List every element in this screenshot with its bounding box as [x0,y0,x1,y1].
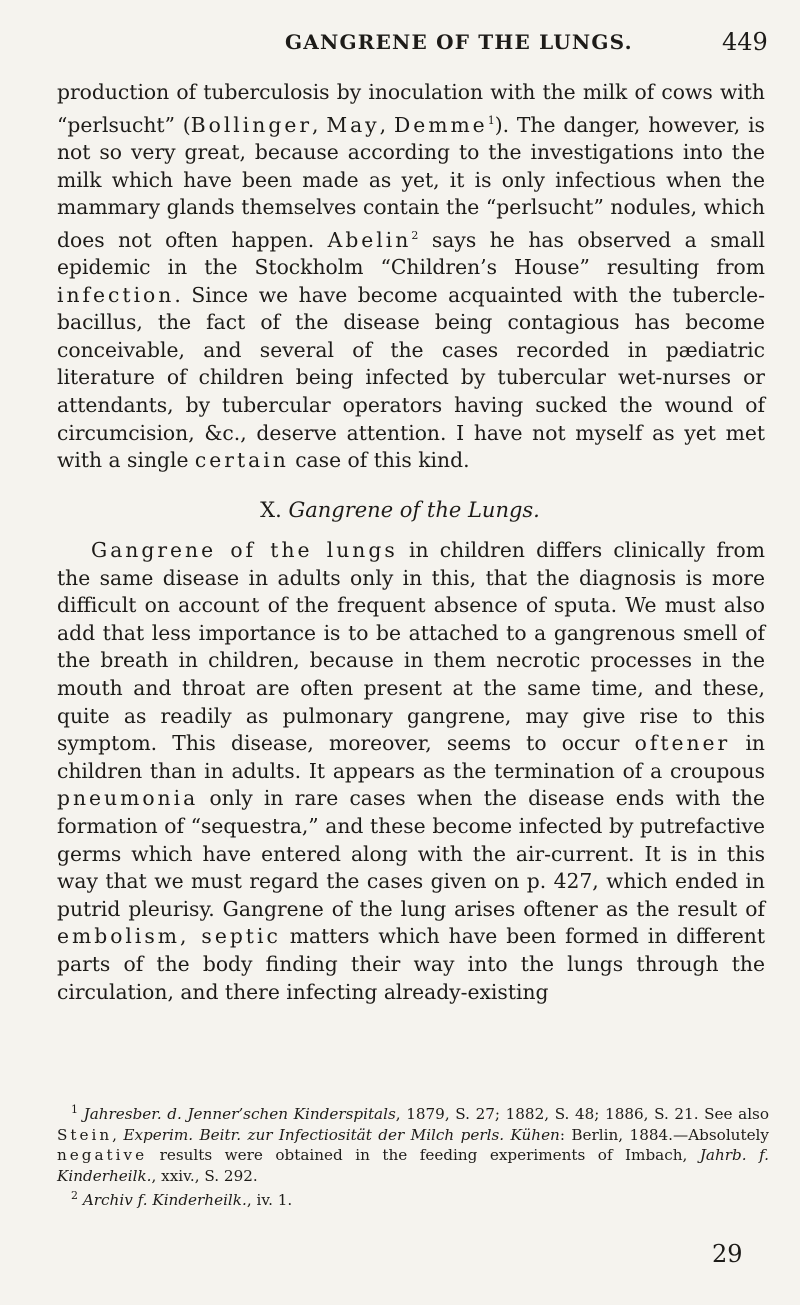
emphasis-negative: negative [57,1146,148,1165]
footnote-ref-2: 2 [411,228,419,242]
text-run: only in rare cases when the disease ends with the formation of “sequestra,” and these become infected by putrefactive germs which have entered along with the air-current. It is in this way that we must regard the cases given on p. 427, which ended in putrid pleurisy. Gangrene of the lung arises oftener as the result of [57,786,765,921]
footnote-citation: Experim. Beitr. zur Infectiosität der Milch perls. Kühen [123,1125,560,1144]
text-run: , iv. 1. [246,1191,293,1210]
footnote-mark-1: 1 [71,1103,78,1116]
text-run: matters which have been formed in different parts of the body finding their way into the lungs through the circulation, and there infecting already-existing [57,924,765,1004]
text-run: , [112,1125,124,1144]
section-number: X. [260,498,282,522]
paragraph-2 [57,537,765,1006]
text-run: , 1879, S. 27; 1882, S. 48; 1886, S. 21. See also [395,1105,769,1124]
section-heading [0,498,800,522]
text-run: results were obtained in the feeding experiments of Imbach, [147,1146,700,1165]
text-run: : Berlin, 1884.—Absolutely [559,1125,769,1144]
footnote-1 [57,1100,769,1186]
text-run: in children than in adults. It appears as the termination of a croupous [57,731,765,783]
footnote-citation: Jahrb. f. Kinderheilk. [57,1146,769,1185]
emphasis-oftener: oftener [634,731,731,756]
text-run: . Since we have become acquainted with the tubercle-bacillus, the fact of the disease being contagious has become conceivable, and several of the cases recorded in pædiatric literature of children being infected by tubercular wet-nurses or attendants, by tubercular operators having sucked the wound of circumcision, &c., deserve attention. I have not myself as yet met with a single [57,282,765,473]
text-run: ). The danger, however, is not so very great, because according to the investigations into the milk which have been made as yet, it is only infectious when the mammary glands themselves contain the “perlsucht” nodules, which does not often happen. [57,112,765,252]
lead-term: Gangrene of the lungs [91,538,398,562]
running-head [0,26,800,56]
author-abelin: Abelin [327,227,412,252]
emphasis-infection: infection [57,282,175,307]
running-title: GANGRENE OF THE LUNGS. [285,30,633,54]
author-may: May [326,112,380,137]
text-run: , [379,112,394,137]
text-run: production of tuberculosis by inoculation with the milk of cows with “perlsucht” ( [57,80,765,137]
footnote-2 [57,1186,769,1211]
text-run: , xxiv., S. 292. [151,1166,258,1185]
paragraph-gangrene [57,537,765,1006]
signature-folio: 29 [712,1240,743,1268]
page-number: 449 [722,28,768,56]
footnote-citation: Jahresber. d. Jenner’schen Kinderspitals [83,1105,396,1124]
footnote-mark-2: 2 [71,1189,78,1203]
footnote-citation: Archiv f. Kinderheilk. [82,1191,247,1210]
text-run: says he has observed a small epidemic in the Stockholm “Children’s House” resulting from [57,227,765,280]
emphasis-embolism: embolism, septic [57,924,281,949]
text-run: , [312,112,327,137]
footnotes [57,1100,769,1211]
paragraph-tuberculosis-milk [57,79,765,475]
author-demme: Demme [393,112,488,137]
text-run: case of this kind. [288,448,470,473]
footnote-ref-1: 1 [487,113,495,127]
author-stein: Stein [57,1125,113,1144]
paragraph-1 [57,79,765,475]
section-title: Gangrene of the Lungs. [288,498,540,522]
emphasis-pneumonia: pneumonia [57,786,199,811]
text-run: in children differs clinically from the same disease in adults only in this, that the diagnosis is more difficult on account of the frequent absence of sputa. We must also add that less importance is to be attached to a gangrenous smell of the breath in children, because in them necrotic processes in the mouth and throat are often present at the same time, and these, quite as readily as pulmonary gangrene, may give rise to this symptom. This disease, moreover, seems to occur [57,538,766,756]
emphasis-certain: certain [194,448,289,473]
author-bollinger: Bollinger [190,112,313,137]
